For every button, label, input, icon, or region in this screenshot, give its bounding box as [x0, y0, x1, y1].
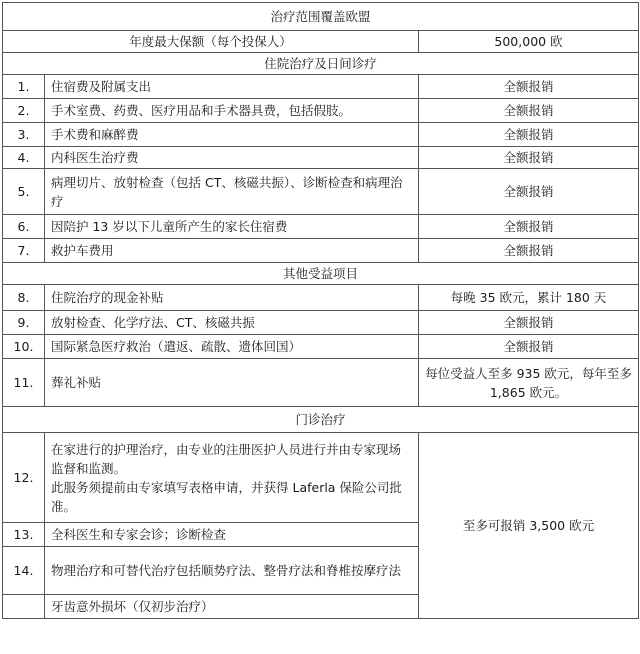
table-row	[3, 169, 639, 215]
annual-max-value: 500,000 欧	[419, 31, 639, 53]
approval-note: 此服务须提前由专家填写表格申请，并获得 Laferla 保险公司批准。	[51, 479, 402, 514]
row-coverage: 全额报销	[419, 123, 639, 147]
row-item: 放射检查、化学疗法、CT、核磁共振	[45, 311, 419, 335]
row-number: 11.	[3, 359, 45, 407]
table-row	[3, 335, 639, 359]
row-number: 5.	[3, 169, 45, 215]
row-number: 4.	[3, 147, 45, 169]
table-row	[3, 99, 639, 123]
coverage-table	[2, 2, 639, 619]
table-row	[3, 123, 639, 147]
row-coverage: 全额报销	[419, 311, 639, 335]
row-coverage: 全额报销	[419, 169, 639, 215]
row-item: 手术室费、药费、医疗用品和手术器具费，包括假肢。	[45, 99, 419, 123]
section-row	[3, 263, 639, 285]
row-item: 全科医生和专家会诊；诊断检查	[45, 523, 419, 547]
row-item: 救护车费用	[45, 239, 419, 263]
row-item: 葬礼补贴	[45, 359, 419, 407]
row-number: 9.	[3, 311, 45, 335]
table-row	[3, 285, 639, 311]
title-row	[3, 3, 639, 31]
table-row	[3, 215, 639, 239]
table-title: 治疗范围覆盖欧盟	[3, 3, 639, 31]
row-item: 牙齿意外损坏（仅初步治疗）	[45, 595, 419, 619]
row-number: 6.	[3, 215, 45, 239]
row-coverage: 全额报销	[419, 75, 639, 99]
row-item: 手术费和麻醉费	[45, 123, 419, 147]
outpatient-coverage: 至多可报销 3,500 欧元	[419, 433, 639, 619]
row-number: 13.	[3, 523, 45, 547]
row-number: 3.	[3, 123, 45, 147]
section-other: 其他受益项目	[3, 263, 639, 285]
table-row	[3, 311, 639, 335]
row-coverage: 全额报销	[419, 147, 639, 169]
row-item: 因陪护 13 岁以下儿童所产生的家长住宿费	[45, 215, 419, 239]
section-inpatient: 住院治疗及日间诊疗	[3, 53, 639, 75]
row-number: 14.	[3, 547, 45, 595]
table-row	[3, 359, 639, 407]
row-item: 住院治疗的现金补贴	[45, 285, 419, 311]
row-coverage: 每晚 35 欧元，累计 180 天	[419, 285, 639, 311]
row-number: 1.	[3, 75, 45, 99]
row-number	[3, 595, 45, 619]
row-coverage: 全额报销	[419, 99, 639, 123]
table-row	[3, 433, 639, 523]
row-number: 2.	[3, 99, 45, 123]
row-coverage: 每位受益人至多 935 欧元，每年至多 1,865 欧元。	[419, 359, 639, 407]
row-coverage: 全额报销	[419, 335, 639, 359]
table-row	[3, 239, 639, 263]
row-item: 内科医生治疗费	[45, 147, 419, 169]
table-row	[3, 147, 639, 169]
row-item: 国际紧急医疗救治（遣返、疏散、遗体回国）	[45, 335, 419, 359]
row-item	[45, 433, 419, 523]
annual-max-row	[3, 31, 639, 53]
section-row	[3, 53, 639, 75]
row-coverage: 全额报销	[419, 239, 639, 263]
table-row	[3, 75, 639, 99]
row-number: 7.	[3, 239, 45, 263]
section-row	[3, 407, 639, 433]
row-item: 物理治疗和可替代治疗包括顺势疗法、整骨疗法和脊椎按摩疗法	[45, 547, 419, 595]
row-number: 8.	[3, 285, 45, 311]
annual-max-label: 年度最大保额（每个投保人）	[3, 31, 419, 53]
row-number: 12.	[3, 433, 45, 523]
home-nursing-text: 在家进行的护理治疗，由专业的注册医护人员进行并由专家现场监督和监测。	[51, 441, 402, 476]
row-number: 10.	[3, 335, 45, 359]
row-item: 病理切片、放射检查（包括 CT、核磁共振）、诊断检查和病理治疗	[45, 169, 419, 215]
row-coverage: 全额报销	[419, 215, 639, 239]
section-outpatient: 门诊治疗	[3, 407, 639, 433]
row-item: 住宿费及附属支出	[45, 75, 419, 99]
